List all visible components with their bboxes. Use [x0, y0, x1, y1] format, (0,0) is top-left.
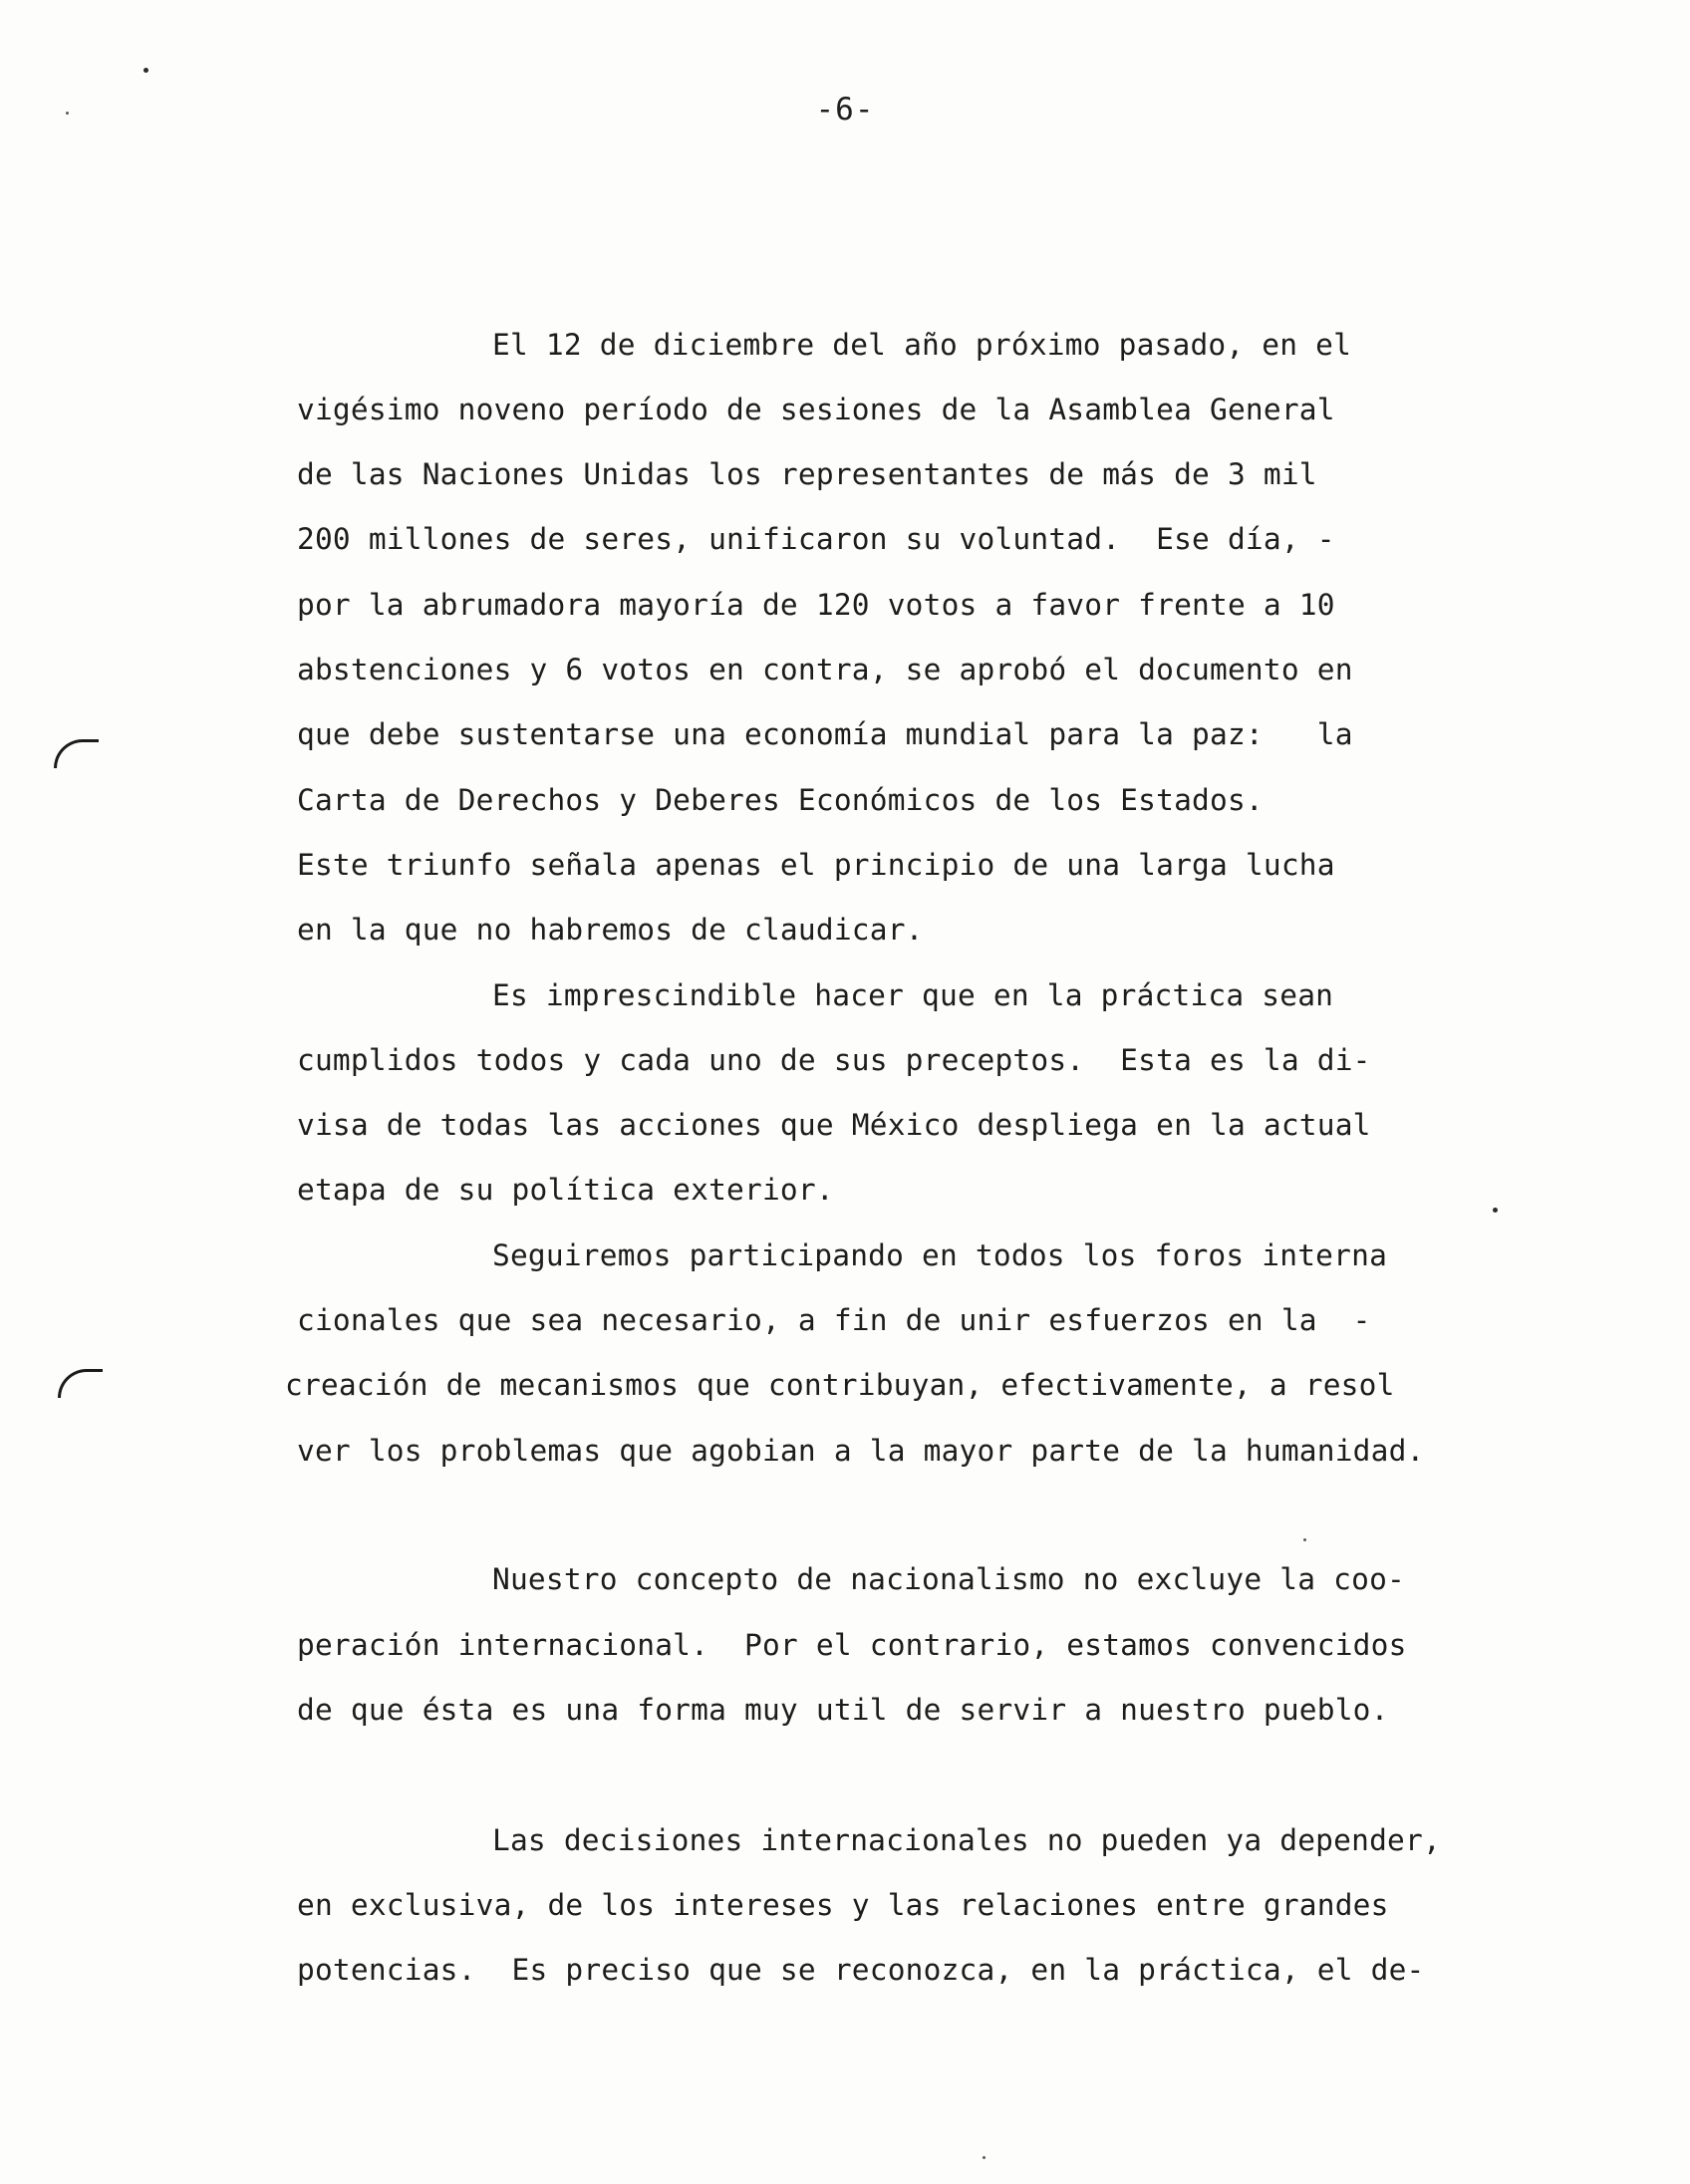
- scan-speck: [1303, 1538, 1306, 1541]
- text-line: vigésimo noveno período de sesiones de la Asamblea General: [297, 393, 1335, 426]
- text-line: ver los problemas que agobian a la mayor parte de la humanidad.: [297, 1434, 1425, 1468]
- text-line: Es imprescindible hacer que en la práctica sean: [492, 978, 1334, 1012]
- text-line: cumplidos todos y cada uno de sus preceptos. Esta es la di-: [297, 1043, 1371, 1077]
- binder-hole-mark: [58, 1369, 103, 1398]
- text-line: etapa de su política exterior.: [297, 1173, 834, 1207]
- text-line: 200 millones de seres, unificaron su voluntad. Ese día, -: [297, 522, 1335, 556]
- text-line: abstenciones y 6 votos en contra, se aprobó el documento en: [297, 653, 1353, 686]
- text-line: de las Naciones Unidas los representantes de más de 3 mil: [297, 457, 1317, 491]
- scan-speck: [1493, 1208, 1498, 1213]
- text-line: visa de todas las acciones que México despliega en la actual: [297, 1108, 1371, 1142]
- text-line: Carta de Derechos y Deberes Económicos de los Estados.: [297, 783, 1264, 817]
- text-line: peración internacional. Por el contrario, estamos convencidos: [297, 1628, 1407, 1662]
- text-line: Seguiremos participando en todos los foros interna: [492, 1238, 1388, 1272]
- text-line: en exclusiva, de los intereses y las relaciones entre grandes: [297, 1888, 1389, 1922]
- text-line: potencias. Es preciso que se reconozca, en la práctica, el de-: [297, 1953, 1425, 1987]
- text-line: El 12 de diciembre del año próximo pasado, en el: [492, 328, 1352, 362]
- text-line: Nuestro concepto de nacionalismo no excluye la coo-: [492, 1562, 1405, 1596]
- text-line: en la que no habremos de claudicar.: [297, 913, 924, 947]
- binder-hole-mark: [54, 739, 99, 768]
- scan-speck: [143, 68, 148, 73]
- scan-speck: [983, 2156, 986, 2159]
- text-line: creación de mecanismos que contribuyan, efectivamente, a resol: [285, 1368, 1395, 1402]
- scan-speck: [66, 112, 69, 115]
- page-number: -6-: [815, 92, 875, 128]
- text-line: cionales que sea necesario, a fin de unir esfuerzos en la -: [297, 1303, 1371, 1337]
- text-line: por la abrumadora mayoría de 120 votos a favor frente a 10: [297, 588, 1335, 622]
- text-line: Las decisiones internacionales no pueden ya depender,: [492, 1823, 1441, 1857]
- text-line: Este triunfo señala apenas el principio de una larga lucha: [297, 848, 1335, 882]
- text-line: de que ésta es una forma muy util de servir a nuestro pueblo.: [297, 1693, 1389, 1727]
- text-line: que debe sustentarse una economía mundial para la paz: la: [297, 717, 1353, 751]
